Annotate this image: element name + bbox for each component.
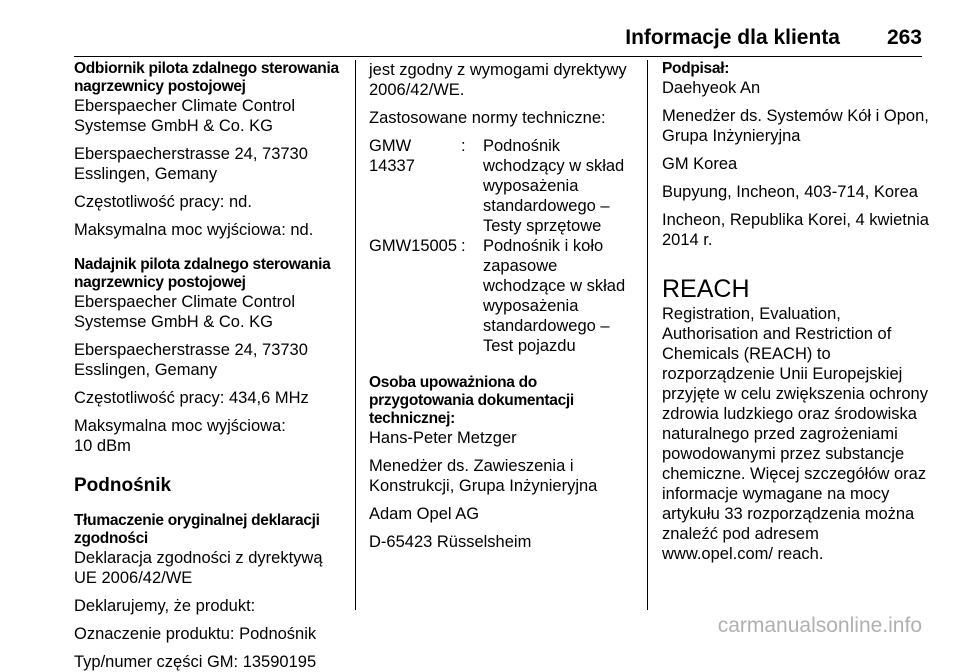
authorized-heading: Osoba upoważniona do przygotowania dokumentacji technicznej: — [369, 374, 574, 427]
norms-table — [369, 136, 639, 356]
part-number: Typ/numer części GM: 13590195 — [74, 653, 317, 671]
signed-heading: Podpisał: — [662, 60, 730, 77]
page-number: 263 — [886, 26, 922, 49]
transmitter-heading: Nadajnik pilota zdalnego sterowania nagrzewnicy postojowej — [74, 256, 331, 291]
norm-row — [369, 236, 639, 356]
declare-text: Deklarujemy, że produkt: — [74, 597, 256, 615]
declaration-text: Deklaracja zgodności z dyrektywą UE 2006/42/WE — [74, 549, 323, 587]
receiver-address: Eberspaecherstrasse 24, 73730 Esslingen, Gemany — [74, 145, 308, 183]
column-divider-left — [355, 60, 356, 610]
signer-role: Menedżer ds. Systemów Kół i Opon, Grupa Inżynieryjna — [662, 107, 929, 145]
transmitter-power-value: 10 dBm — [74, 437, 131, 455]
reach-heading: REACH — [662, 275, 750, 303]
receiver-company: Eberspaecher Climate Control Systemse GmbH & Co. KG — [74, 97, 296, 135]
reach-text: Registration, Evaluation, Authorisation and Restriction of Chemicals (REACH) to rozporządzenie Unii Europejskiej przyjęte w celu zwiększenia ochrony zdrowia ludzkiego oraz środowiska naturalnego przed zagrożeniami powodowanymi przez substancje chemiczne. Więcej szczegółów oraz informacje wymagane na mocy artykułu 33 rozporządzenia można znaleźć pod adresem www.opel.com/ reach. — [662, 305, 928, 563]
norm-description: Podnośnik i koło zapasowe wchodzące w skład wyposażenia standardowego – Test pojazdu — [483, 237, 626, 355]
column-middle — [369, 60, 639, 552]
transmitter-frequency: Częstotliwość pracy: 434,6 MHz — [74, 389, 309, 407]
column-divider-right — [647, 60, 648, 610]
watermark: carmanualsonline.info — [717, 614, 922, 637]
norms-intro: Zastosowane normy techniczne: — [369, 109, 606, 127]
organization: GM Korea — [662, 155, 738, 173]
receiver-heading: Odbiornik pilota zdalnego sterowania nagrzewnicy postojowej — [74, 60, 339, 95]
transmitter-address: Eberspaecherstrasse 24, 73730 Esslingen, Gemany — [74, 341, 308, 379]
page-header — [74, 22, 922, 57]
product-name: Oznaczenie produktu: Podnośnik — [74, 625, 317, 643]
authorized-name: Hans-Peter Metzger — [369, 429, 517, 447]
column-left — [74, 60, 346, 672]
norm-separator: : — [461, 137, 466, 155]
transmitter-company: Eberspaecher Climate Control Systemse GmbH & Co. KG — [74, 293, 296, 331]
receiver-frequency: Częstotliwość pracy: nd. — [74, 193, 252, 211]
transmitter-power-label: Maksymalna moc wyjściowa: — [74, 417, 286, 435]
organization-address: Bupyung, Incheon, 403-714, Korea — [662, 183, 918, 201]
norm-code: GMW15005 — [369, 237, 458, 255]
place-date: Incheon, Republika Korei, 4 kwietnia 2014 r. — [662, 211, 929, 249]
norm-row — [369, 136, 639, 236]
signer-name: Daehyeok An — [662, 79, 761, 97]
page-title: Informacje dla klienta — [625, 26, 840, 49]
jack-section-heading: Podnośnik — [74, 475, 172, 496]
authorized-role: Menedżer ds. Zawieszenia i Konstrukcji, Grupa Inżynieryjna — [369, 457, 598, 495]
company-city: D-65423 Rüsselsheim — [369, 533, 532, 551]
norm-description: Podnośnik wchodzący w skład wyposażenia standardowego – Testy sprzętowe — [483, 137, 625, 235]
receiver-power: Maksymalna moc wyjściowa: nd. — [74, 221, 314, 239]
column-right — [662, 60, 932, 564]
translation-heading: Tłumaczenie oryginalnej deklaracji zgodności — [74, 512, 320, 547]
norm-code: GMW 14337 — [369, 137, 415, 175]
company-name: Adam Opel AG — [369, 505, 480, 523]
compliance-text: jest zgodny z wymogami dyrektywy 2006/42/WE. — [369, 61, 627, 99]
norm-separator: : — [461, 237, 466, 255]
